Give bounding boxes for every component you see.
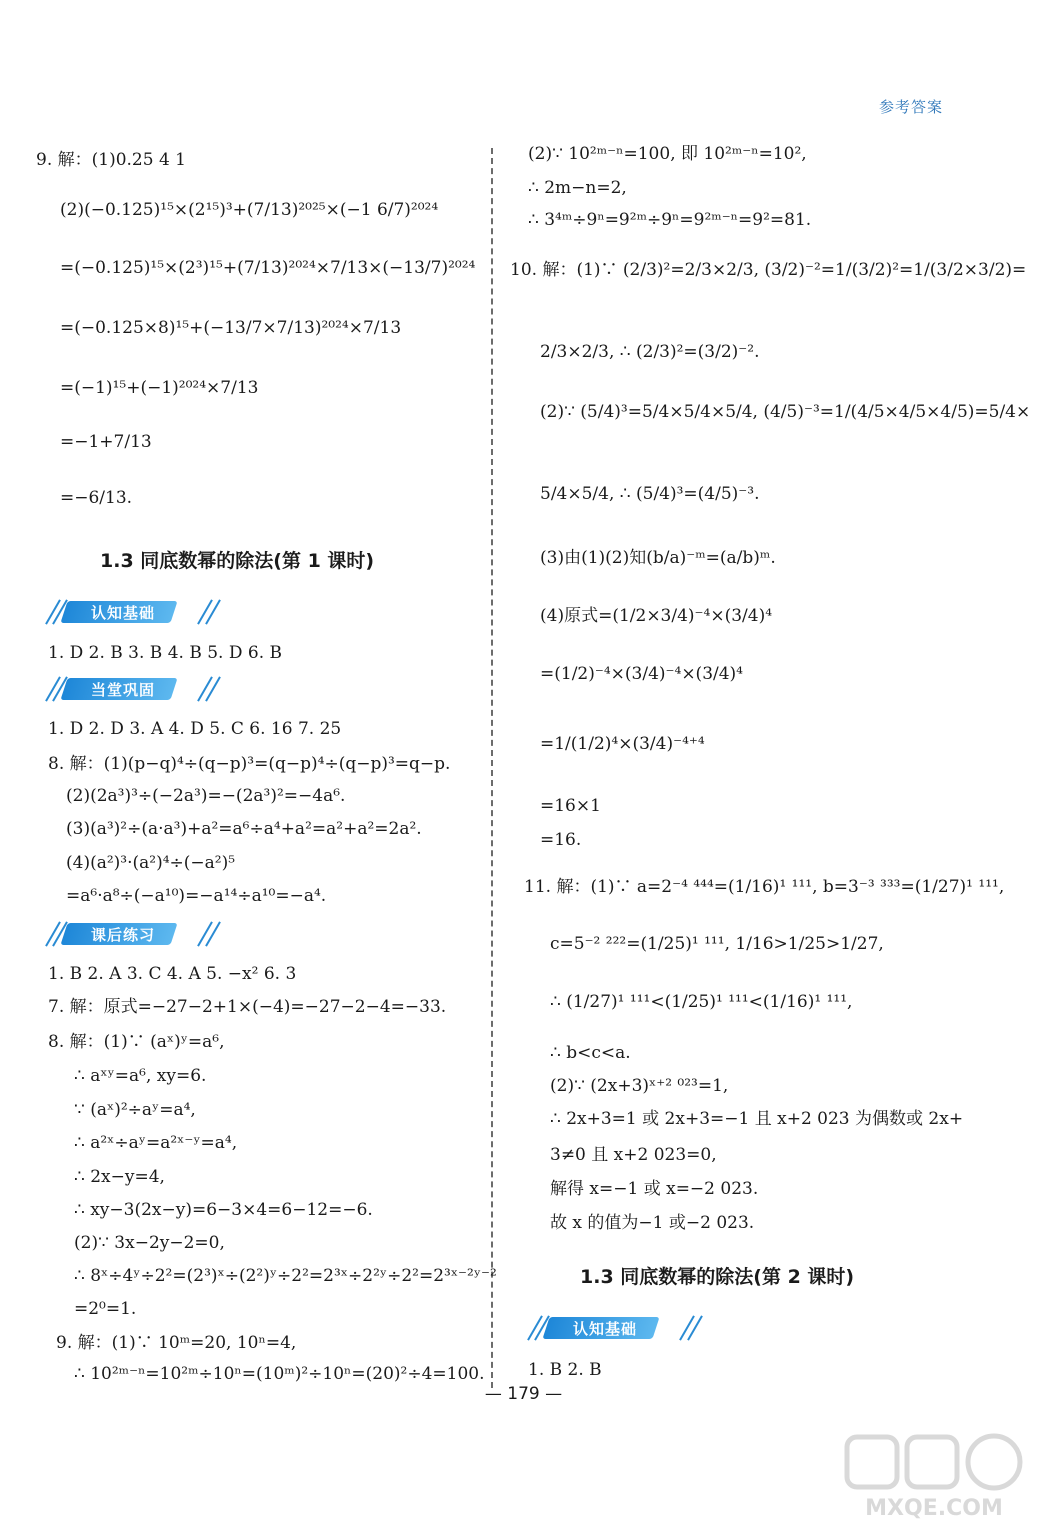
watermark-text: MXQE.COM [865, 1496, 1003, 1521]
r11-line-3: ∴ (1/27)¹ ¹¹¹<(1/25)¹ ¹¹¹<(1/16)¹ ¹¹¹, [550, 992, 853, 1012]
p8-line-6: ∴ xy−3(2x−y)=6−3×4=6−12=−6. [74, 1200, 373, 1220]
answers-2: 1. D 2. D 3. A 4. D 5. C 6. 16 7. 25 [48, 719, 342, 739]
section-title-2: 1.3 同底数幂的除法(第 2 课时) [580, 1266, 855, 1288]
p8-line-8: ∴ 8ˣ÷4ʸ÷2²=(2³)ˣ÷(2²)ʸ÷2²=2³ˣ÷2²ʸ÷2²=2³ˣ⁻²ʸ⁻² [74, 1266, 497, 1286]
p8-line-3: ∵ (aˣ)²÷aʸ=a⁴, [74, 1100, 196, 1120]
r11-line-8: 解得 x=−1 或 x=−2 023. [550, 1179, 759, 1199]
r10-line-9: =16×1 [540, 796, 601, 816]
header-label: 参考答案 [878, 98, 943, 116]
tag-cognitive-basics [44, 596, 224, 628]
tag-label: 认知基础 [572, 1320, 637, 1338]
r11-line-1: 11. 解：(1)∵ a=2⁻⁴ ⁴⁴⁴=(1/16)¹ ¹¹¹, b=3⁻³ ³³³=(1/27)¹ ¹¹¹, [524, 877, 1005, 897]
tag-label: 当堂巩固 [90, 681, 155, 699]
r10-line-2: 2/3×2/3, ∴ (2/3)²=(3/2)⁻². [540, 342, 760, 362]
r10-line-6: (4)原式=(1/2×3/4)⁻⁴×(3/4)⁴ [540, 606, 773, 626]
r10-line-4: 5/4×5/4, ∴ (5/4)³=(4/5)⁻³. [540, 484, 760, 504]
p8-line-7: (2)∵ 3x−2y−2=0, [74, 1233, 225, 1253]
r10-line-1: 10. 解：(1)∵ (2/3)²=2/3×2/3, (3/2)⁻²=1/(3/2)²=1/(3/2×3/2)= [510, 260, 1027, 280]
q8-line-3: (3)(a³)²÷(a·a³)+a²=a⁶÷a⁴+a²=a²+a²=2a². [66, 819, 422, 839]
q9-line-3: =(−0.125×8)¹⁵+(−13/7×7/13)²⁰²⁴×7/13 [60, 318, 402, 338]
q8-line-4: (4)(a²)³·(a²)⁴÷(−a²)⁵ [66, 853, 236, 873]
q8-line-1: 8. 解：(1)(p−q)⁴÷(q−p)³=(q−p)⁴÷(q−p)³=q−p. [48, 754, 451, 774]
r11-line-6: ∴ 2x+3=1 或 2x+3=−1 且 x+2 023 为偶数或 2x+ [550, 1109, 964, 1129]
r9-line-3: ∴ 3⁴ᵐ÷9ⁿ=9²ᵐ÷9ⁿ=9²ᵐ⁻ⁿ=9²=81. [528, 210, 812, 230]
answers-4: 1. B 2. B [528, 1360, 602, 1380]
r10-line-3: (2)∵ (5/4)³=5/4×5/4×5/4, (4/5)⁻³=1/(4/5×4/5×4/5)=5/4× [540, 402, 1031, 422]
p8-line-2: ∴ aˣʸ=a⁶, xy=6. [74, 1066, 207, 1086]
q9-line-5: =−1+7/13 [60, 432, 152, 452]
r11-line-9: 故 x 的值为−1 或−2 023. [550, 1213, 755, 1233]
p8-line-5: ∴ 2x−y=4, [74, 1167, 165, 1187]
q8-line-2: (2)(2a³)³÷(−2a³)=−(2a³)²=−4a⁶. [66, 786, 346, 806]
column-divider [491, 148, 493, 1388]
r9-line-1: (2)∵ 10²ᵐ⁻ⁿ=100, 即 10²ᵐ⁻ⁿ=10², [528, 144, 807, 164]
p9-line-2: ∴ 10²ᵐ⁻ⁿ=10²ᵐ÷10ⁿ=(10ᵐ)²÷10ⁿ=(20)²÷4=100. [74, 1364, 485, 1384]
q9-line-2: =(−0.125)¹⁵×(2³)¹⁵+(7/13)²⁰²⁴×7/13×(−13/7)²⁰²⁴ [60, 258, 476, 278]
r10-line-7: =(1/2)⁻⁴×(3/4)⁻⁴×(3/4)⁴ [540, 664, 743, 684]
q9-head: 9. 解：(1)0.25 4 1 [36, 150, 186, 170]
r10-line-8: =1/(1/2)⁴×(3/4)⁻⁴⁺⁴ [540, 734, 705, 754]
p8-line-4: ∴ a²ˣ÷aʸ=a²ˣ⁻ʸ=a⁴, [74, 1133, 238, 1153]
p8-line-1: 8. 解：(1)∵ (aˣ)ʸ=a⁶, [48, 1032, 225, 1052]
r10-line-10: =16. [540, 830, 582, 850]
r11-line-4: ∴ b<c<a. [550, 1043, 631, 1063]
q9-line-4: =(−1)¹⁵+(−1)²⁰²⁴×7/13 [60, 378, 259, 398]
r11-line-5: (2)∵ (2x+3)ˣ⁺² ⁰²³=1, [550, 1076, 729, 1096]
q9-line-6: =−6/13. [60, 488, 133, 508]
r9-line-2: ∴ 2m−n=2, [528, 178, 627, 198]
tag-cognitive-basics-2 [526, 1312, 706, 1344]
r10-line-5: (3)由(1)(2)知(b/a)⁻ᵐ=(a/b)ᵐ. [540, 548, 776, 568]
p7-line: 7. 解：原式=−27−2+1×(−4)=−27−2−4=−33. [48, 997, 447, 1017]
section-title-1: 1.3 同底数幂的除法(第 1 课时) [100, 550, 375, 572]
page-number: — 179 — [484, 1384, 563, 1404]
answers-3: 1. B 2. A 3. C 4. A 5. −x² 6. 3 [48, 964, 297, 984]
q8-line-5: =a⁶·a⁸÷(−a¹⁰)=−a¹⁴÷a¹⁰=−a⁴. [66, 886, 327, 906]
tag-label: 课后练习 [90, 926, 155, 944]
tag-label: 认知基础 [90, 604, 155, 622]
tag-after-class [44, 918, 224, 950]
p8-line-9: =2⁰=1. [74, 1299, 137, 1319]
watermark-logo [839, 1429, 1029, 1524]
r11-line-7: 3≠0 且 x+2 023=0, [550, 1145, 717, 1165]
tag-class-consolidation [44, 673, 224, 705]
q9-line-1: (2)(−0.125)¹⁵×(2¹⁵)³+(7/13)²⁰²⁵×(−1 6/7)²⁰²⁴ [60, 200, 439, 220]
r11-line-2: c=5⁻² ²²²=(1/25)¹ ¹¹¹, 1/16>1/25>1/27, [550, 934, 884, 954]
answers-1: 1. D 2. B 3. B 4. B 5. D 6. B [48, 643, 282, 663]
p9-line-1: 9. 解：(1)∵ 10ᵐ=20, 10ⁿ=4, [56, 1333, 297, 1353]
